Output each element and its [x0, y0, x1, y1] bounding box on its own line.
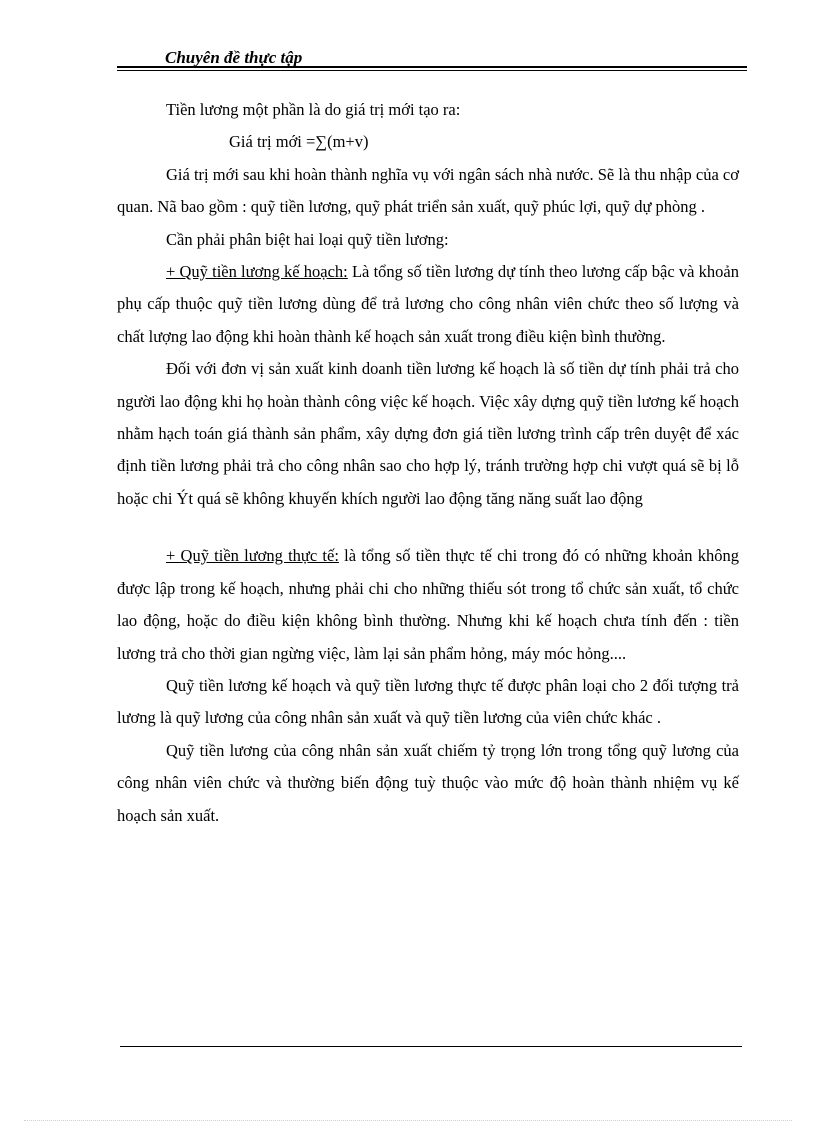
planned-fund-text: Là tổng số tiền lương dự tính theo lương cấp bậc và khoản phụ cấp thuộc quỹ tiền lương dùng để trả lương cho công nhân viên chức theo số lượng và chất lượng lao động khi hoàn thành kế hoạch sản xuất trong điều kiện bình thường. [117, 262, 739, 346]
planned-fund-label: + Quỹ tiền lương kế hoạch: [166, 262, 348, 282]
paragraph-distinguish: Cần phải phân biệt hai loại quỹ tiền lương: [166, 229, 449, 249]
paragraph-actual-fund [117, 540, 739, 670]
actual-fund-text: là tổng số tiền thực tế chi trong đó có những khoản không được lập trong kế hoạch, nhưng phải chi cho những thiếu sót trong tổ chức sản xuất, tổ chức lao động, hoặc do điều kiện không bình thường. Nhưng khi kế hoạch chưa tính đến : tiền lương trả cho thời gian ngừng việc, làm lại sản phẩm hỏng, máy móc hỏng.... [117, 546, 739, 663]
paragraph-planned-fund [117, 256, 739, 353]
header-rule-thick [117, 66, 747, 68]
actual-fund-label: + Quỹ tiền lương thực tế: [166, 546, 339, 566]
paragraph-workers-fund: Quỹ tiền lương của công nhân sản xuất chiếm tỷ trọng lớn trong tổng quỹ lương của công nhân viên chức và thường biến động tuỳ thuộc vào mức độ hoàn thành nhiệm vụ kế hoạch sản xuất. [117, 740, 739, 825]
footer-rule [120, 1046, 742, 1047]
paragraph-production-units: Đối với đơn vị sản xuất kinh doanh tiền lương kế hoạch là số tiền dự tính phải trả cho người lao động khi họ hoàn thành công việc kế hoạch. Việc xây dựng quỹ tiền lương kế hoạch nhằm hạch toán giá thành sản phẩm, xây dựng đơn giá tiền lương trình cấp trên duyệt để xác định tiền lương phải trả cho công nhân sao cho hợp lý, tránh trường hợp chi vượt quá sẽ bị lỗ hoặc chi Ýt quá sẽ không khuyến khích người lao động tăng năng suất lao động [117, 359, 739, 508]
paragraph-intro: Tiền lương một phần là do giá trị mới tạo ra: [166, 100, 461, 119]
page-header-title: Chuyên đề thực tập [165, 48, 303, 67]
formula-line: Giá trị mới =∑(m+v) [229, 132, 369, 152]
paragraph-classification: Quỹ tiền lương kế hoạch và quỹ tiền lương thực tế được phân loại cho 2 đối tượng trả lương là quỹ lương của công nhân sản xuất và quỹ tiền lương của viên chức khác . [117, 675, 739, 728]
paragraph-new-value: Giá trị mới sau khi hoàn thành nghĩa vụ với ngân sách nhà nước. Sẽ là thu nhập của cơ quan. Nã bao gồm : quỹ tiền lương, quỹ phát triển sản xuất, quỹ phúc lợi, quỹ dự phòng . [117, 164, 739, 217]
header-rule-thin [117, 70, 747, 71]
document-body [117, 94, 739, 832]
page-bottom-edge [24, 1120, 792, 1121]
